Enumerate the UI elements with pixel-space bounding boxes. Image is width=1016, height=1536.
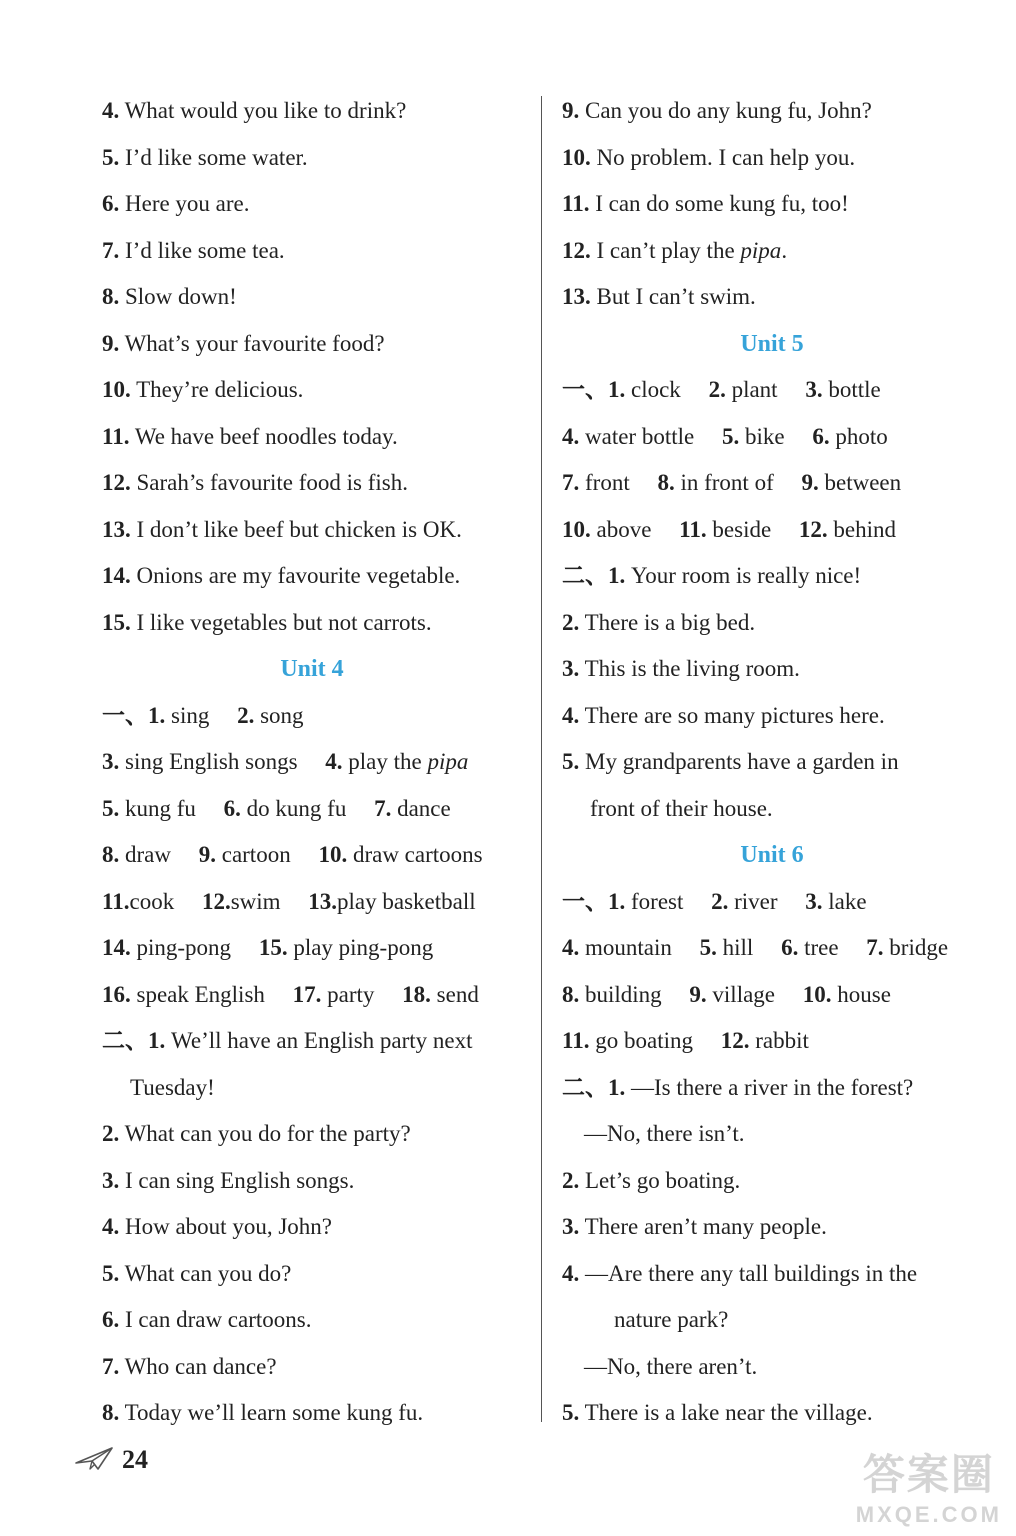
answer-line: 6. I can draw cartoons. bbox=[102, 1307, 312, 1332]
word-row: 一、1. clock 2. plant 3. bottle bbox=[562, 377, 881, 402]
answer-line: 4. —Are there any tall buildings in the bbox=[562, 1260, 918, 1286]
unit-heading: Unit 5 bbox=[740, 330, 804, 357]
unit-heading: Unit 4 bbox=[280, 656, 344, 682]
word-row: 14. ping-pong 15. play ping-pong bbox=[102, 935, 434, 960]
word-row: 一、1. forest 2. river 3. lake bbox=[562, 888, 867, 914]
answer-line: 4. How about you, John? bbox=[102, 1214, 332, 1239]
answer-line: 二、1. Your room is really nice! bbox=[562, 563, 862, 588]
answer-reply: —No, there aren’t. bbox=[584, 1353, 758, 1379]
word-row: 16. speak English 17. party 18. send bbox=[102, 981, 479, 1007]
word-row: 7. front 8. in front of 9. between bbox=[562, 470, 902, 495]
answer-line: 13. But I can’t swim. bbox=[562, 284, 756, 309]
answer-line: 14. Onions are my favourite vegetable. bbox=[102, 563, 461, 588]
word-row: 5. kung fu 6. do kung fu 7. dance bbox=[102, 795, 451, 821]
watermark-logo: 答案圈 bbox=[862, 1451, 995, 1498]
answer-line: 15. I like vegetables but not carrots. bbox=[102, 609, 432, 635]
answer-line: 8. Today we’ll learn some kung fu. bbox=[102, 1400, 424, 1425]
answer-line: 9. Can you do any kung fu, John? bbox=[562, 98, 872, 123]
answer-line: 4. There are so many pictures here. bbox=[562, 702, 885, 728]
answer-line: 二、1. —Is there a river in the forest? bbox=[562, 1074, 914, 1100]
word-row: 4. water bottle 5. bike 6. photo bbox=[562, 423, 888, 449]
answer-line: 10. No problem. I can help you. bbox=[562, 144, 856, 170]
answer-line: 5. There is a lake near the village. bbox=[562, 1400, 873, 1425]
watermark bbox=[856, 1442, 1002, 1528]
answer-line: 5. What can you do? bbox=[102, 1260, 292, 1286]
answer-line: 10. They’re delicious. bbox=[102, 377, 304, 402]
answer-reply: —No, there isn’t. bbox=[584, 1121, 745, 1146]
word-row: 11.cook 12.swim 13.play basketball bbox=[102, 888, 476, 914]
word-row: 一、1. sing 2. song bbox=[102, 702, 304, 728]
answer-line: 12. I can’t play the pipa. bbox=[562, 237, 788, 263]
answer-line: 3. This is the living room. bbox=[562, 656, 800, 681]
watermark-site: MXQE.COM bbox=[855, 1502, 1002, 1527]
word-row: 3. sing English songs 4. play the pipa bbox=[102, 749, 469, 774]
answer-line: 7. I’d like some tea. bbox=[102, 237, 285, 263]
answer-line: 9. What’s your favourite food? bbox=[102, 330, 385, 356]
right-column bbox=[562, 88, 982, 1437]
answer-line: 6. Here you are. bbox=[102, 191, 250, 216]
column-divider bbox=[541, 96, 542, 1422]
word-row: 11. go boating 12. rabbit bbox=[562, 1028, 809, 1053]
unit-heading: Unit 6 bbox=[740, 842, 804, 868]
left-column bbox=[102, 88, 522, 1437]
answer-line: 8. Slow down! bbox=[102, 284, 237, 309]
answer-line: 13. I don’t like beef but chicken is OK. bbox=[102, 516, 462, 542]
answer-line: 3. I can sing English songs. bbox=[102, 1167, 355, 1193]
answer-line: 2. There is a big bed. bbox=[562, 609, 756, 635]
answer-line: 11. We have beef noodles today. bbox=[102, 423, 398, 449]
word-row: 10. above 11. beside 12. behind bbox=[562, 516, 897, 542]
answer-line: 二、1. We’ll have an English party next bbox=[102, 1028, 473, 1053]
page-number: 24 bbox=[122, 1445, 148, 1474]
answer-line: 5. My grandparents have a garden in bbox=[562, 749, 899, 774]
answer-line: 4. What would you like to drink? bbox=[102, 98, 407, 123]
answer-line: 11. I can do some kung fu, too! bbox=[562, 191, 849, 216]
answer-line: 2. What can you do for the party? bbox=[102, 1121, 411, 1146]
answer-continuation: front of their house. bbox=[590, 795, 773, 821]
word-row: 4. mountain 5. hill 6. tree 7. bridge bbox=[562, 935, 949, 960]
answer-line: 12. Sarah’s favourite food is fish. bbox=[102, 470, 408, 495]
word-row: 8. draw 9. cartoon 10. draw cartoons bbox=[102, 842, 483, 867]
answer-line: 2. Let’s go boating. bbox=[562, 1167, 741, 1193]
answer-line: 7. Who can dance? bbox=[102, 1353, 277, 1379]
answer-line: 5. I’d like some water. bbox=[102, 144, 308, 170]
answer-continuation: Tuesday! bbox=[130, 1074, 215, 1100]
page-footer bbox=[74, 1440, 148, 1480]
answer-line: 3. There aren’t many people. bbox=[562, 1214, 827, 1239]
answer-continuation: nature park? bbox=[614, 1307, 729, 1332]
word-row: 8. building 9. village 10. house bbox=[562, 981, 891, 1007]
paper-plane-icon bbox=[74, 1445, 114, 1476]
